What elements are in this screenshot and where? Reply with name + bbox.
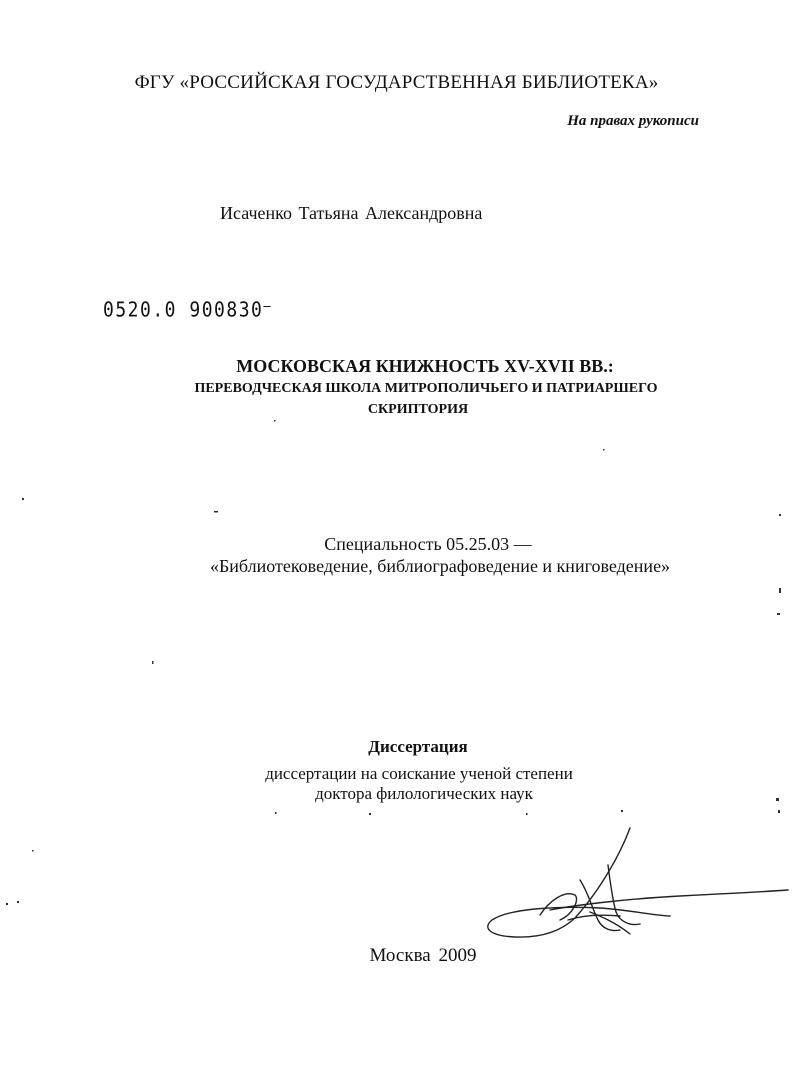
catalog-number-text: 0520.0 900830 xyxy=(103,298,264,323)
title-line-1: МОСКОВСКАЯ КНИЖНОСТЬ XV-XVII ВВ.: xyxy=(236,356,614,376)
title-line-2: ПЕРЕВОДЧЕСКАЯ ШКОЛА МИТРОПОЛИЧЬЕГО И ПАТРИАРШЕГО xyxy=(194,381,658,396)
author-name: Исаченко Татьяна Александровна xyxy=(220,203,483,223)
rights-note: На правах рукописи xyxy=(567,113,699,129)
document-type: Диссертация xyxy=(368,737,468,756)
title-line-3: СКРИПТОРИЯ xyxy=(367,402,469,417)
catalog-mark: — xyxy=(263,298,273,315)
degree-purpose: диссертации на соискание ученой степени xyxy=(265,764,573,783)
specialty-name: «Библиотековедение, библиографоведение и книговедение» xyxy=(209,556,671,576)
degree-name: доктора филологических наук xyxy=(315,784,533,803)
specialty-code: Специальность 05.25.03 — xyxy=(324,534,532,554)
city-year: Москва 2009 xyxy=(369,945,477,966)
institution-header: ФГУ «РОССИЙСКАЯ ГОСУДАРСТВЕННАЯ БИБЛИОТЕКА» xyxy=(134,72,659,93)
